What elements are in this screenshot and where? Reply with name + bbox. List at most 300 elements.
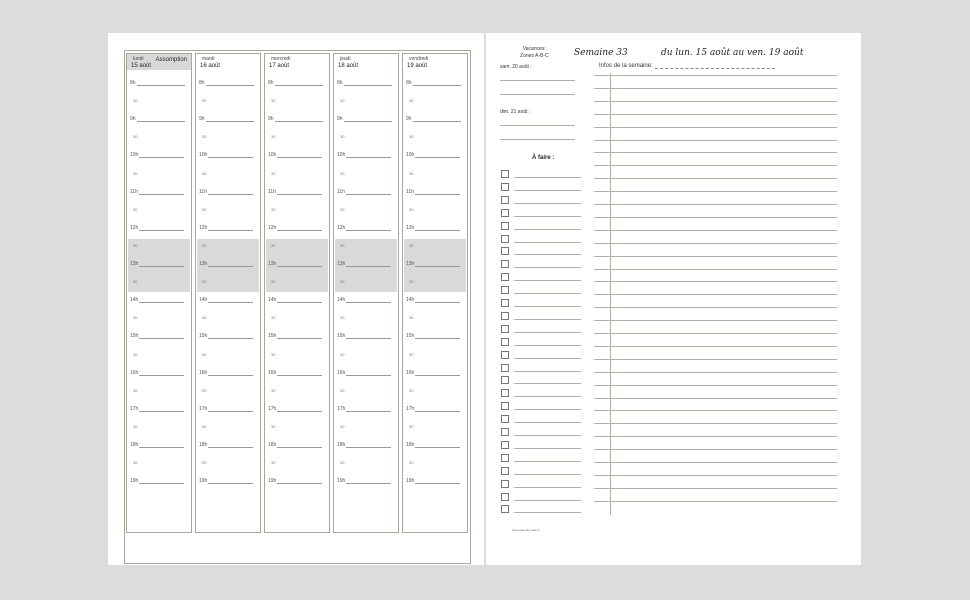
notes-line[interactable]	[594, 359, 837, 360]
notes-line[interactable]	[594, 217, 837, 218]
notes-line[interactable]	[594, 307, 837, 308]
slot-time: 15h	[406, 333, 415, 340]
half-hour-slot[interactable]	[409, 460, 413, 465]
half-hour-slot[interactable]	[133, 98, 137, 103]
half-hour-slot[interactable]	[202, 243, 206, 248]
half-hour-slot[interactable]	[202, 315, 206, 320]
notes-line[interactable]	[594, 269, 837, 270]
slot-time: 14h	[268, 297, 277, 304]
hour-slot[interactable]	[337, 225, 391, 231]
day-date: 15 août	[131, 63, 152, 69]
notes-line[interactable]	[594, 462, 837, 463]
write-line[interactable]	[415, 479, 460, 484]
hour-slot[interactable]	[337, 261, 391, 267]
write-line[interactable]	[346, 407, 391, 412]
write-line[interactable]	[346, 371, 391, 376]
day-column	[333, 53, 399, 533]
hour-slot[interactable]	[268, 297, 322, 303]
todo-checkbox[interactable]	[501, 467, 509, 475]
hour-slot[interactable]	[130, 116, 185, 122]
todo-line[interactable]	[514, 422, 581, 423]
saturday-line[interactable]	[500, 80, 575, 81]
footer-url: www.agenda-malin.fr	[512, 528, 541, 532]
hour-slot[interactable]	[268, 116, 323, 122]
hour-slot[interactable]	[130, 333, 184, 339]
write-line[interactable]	[139, 262, 184, 267]
write-line[interactable]	[139, 226, 184, 231]
write-line[interactable]	[139, 479, 184, 484]
half-hour-slot[interactable]	[409, 315, 413, 320]
notes-line[interactable]	[594, 475, 837, 476]
write-line[interactable]	[277, 298, 322, 303]
hour-slot[interactable]	[406, 80, 461, 86]
half-hour-slot[interactable]	[340, 315, 344, 320]
half-hour-slot[interactable]	[340, 352, 344, 357]
slot-time: 18h	[268, 442, 277, 448]
sunday-line[interactable]	[500, 139, 575, 140]
notes-line[interactable]	[594, 140, 837, 141]
write-line[interactable]	[277, 334, 322, 339]
half-hour-slot[interactable]	[271, 315, 275, 320]
slot-time: 16h	[406, 369, 415, 376]
todo-checkbox[interactable]	[501, 196, 509, 204]
todo-checkbox[interactable]	[501, 325, 509, 333]
notes-line[interactable]	[594, 398, 837, 399]
notes-line[interactable]	[594, 243, 837, 244]
half-hour-slot[interactable]	[133, 279, 137, 284]
hour-slot[interactable]	[130, 442, 184, 448]
half-hour-slot[interactable]	[271, 424, 275, 429]
notes-line[interactable]	[594, 449, 837, 450]
half-hour-slot[interactable]	[202, 279, 206, 284]
write-line[interactable]	[139, 153, 184, 158]
notes-line[interactable]	[594, 385, 837, 386]
half-hour-slot[interactable]	[133, 134, 137, 139]
todo-checkbox[interactable]	[501, 389, 509, 397]
hour-slot[interactable]	[406, 116, 461, 122]
hour-slot[interactable]	[199, 152, 253, 158]
slot-time: 8h	[130, 80, 136, 86]
zones-text: Zones A-B-C	[520, 53, 549, 59]
todo-checkbox[interactable]	[501, 299, 509, 307]
hour-slot[interactable]	[199, 478, 253, 484]
half-hour-slot[interactable]	[271, 388, 275, 393]
notes-line[interactable]	[594, 320, 837, 321]
hour-slot[interactable]	[268, 152, 322, 158]
sunday-line[interactable]	[500, 125, 575, 126]
todo-checkbox[interactable]	[501, 222, 509, 230]
notes-line[interactable]	[594, 88, 837, 89]
slot-time: 16h	[199, 369, 208, 376]
half-hour-slot[interactable]	[340, 460, 344, 465]
hour-slot[interactable]	[268, 261, 322, 267]
hour-slot[interactable]	[406, 478, 460, 484]
half-hour-slot[interactable]	[133, 424, 137, 429]
slot-time: 30	[409, 315, 414, 321]
hour-slot[interactable]	[268, 442, 322, 448]
slot-time: 30	[133, 315, 138, 321]
write-line[interactable]	[277, 153, 322, 158]
todo-checkbox[interactable]	[501, 235, 509, 243]
half-hour-slot[interactable]	[409, 134, 413, 139]
write-line[interactable]	[415, 262, 460, 267]
write-line[interactable]	[346, 298, 391, 303]
hour-slot[interactable]	[199, 442, 253, 448]
todo-checkbox[interactable]	[501, 247, 509, 255]
write-line[interactable]	[208, 443, 253, 448]
half-hour-slot[interactable]	[202, 171, 206, 176]
todo-line[interactable]	[514, 254, 581, 255]
half-hour-slot[interactable]	[340, 424, 344, 429]
write-line[interactable]	[277, 407, 322, 412]
write-line[interactable]	[346, 479, 391, 484]
notes-line[interactable]	[594, 204, 837, 205]
hour-slot[interactable]	[199, 370, 253, 376]
todo-line[interactable]	[514, 435, 581, 436]
notes-line[interactable]	[594, 410, 837, 411]
write-line[interactable]	[275, 117, 323, 122]
half-hour-slot[interactable]	[202, 460, 206, 465]
half-hour-slot[interactable]	[202, 388, 206, 393]
notes-line[interactable]	[594, 114, 837, 115]
saturday-label: sam. 20 août :	[500, 64, 532, 70]
week-range: du lun. 15 août au ven. 19 août	[661, 48, 804, 58]
hour-slot[interactable]	[130, 406, 184, 412]
write-line[interactable]	[206, 81, 254, 86]
write-line[interactable]	[344, 117, 392, 122]
todo-checkbox[interactable]	[501, 441, 509, 449]
write-line[interactable]	[415, 298, 460, 303]
write-line[interactable]	[206, 117, 254, 122]
half-hour-slot[interactable]	[202, 98, 206, 103]
write-line[interactable]	[139, 407, 184, 412]
write-line[interactable]	[346, 334, 391, 339]
write-line[interactable]	[346, 190, 391, 195]
notes-line[interactable]	[594, 101, 837, 102]
hour-slot[interactable]	[406, 370, 460, 376]
todo-checkbox[interactable]	[501, 402, 509, 410]
slot-time: 30	[133, 351, 138, 357]
half-hour-slot[interactable]	[409, 424, 413, 429]
hour-slot[interactable]	[268, 225, 322, 231]
half-hour-slot[interactable]	[133, 243, 137, 248]
todo-checkbox[interactable]	[501, 286, 509, 294]
todo-checkbox[interactable]	[501, 209, 509, 217]
hour-slot[interactable]	[199, 406, 253, 412]
notes-line[interactable]	[594, 281, 837, 282]
half-hour-slot[interactable]	[133, 171, 137, 176]
hour-slot[interactable]	[199, 116, 254, 122]
todo-checkbox[interactable]	[501, 376, 509, 384]
todo-checkbox[interactable]	[501, 454, 509, 462]
write-line[interactable]	[139, 190, 184, 195]
todo-checkbox[interactable]	[501, 493, 509, 501]
write-line[interactable]	[277, 226, 322, 231]
write-line[interactable]	[137, 117, 185, 122]
write-line[interactable]	[277, 262, 322, 267]
half-hour-slot[interactable]	[271, 352, 275, 357]
todo-line[interactable]	[514, 448, 581, 449]
hour-slot[interactable]	[199, 80, 254, 86]
notes-line[interactable]	[594, 75, 837, 76]
write-line[interactable]	[413, 81, 461, 86]
todo-line[interactable]	[514, 345, 581, 346]
half-hour-slot[interactable]	[340, 134, 344, 139]
notes-line[interactable]	[594, 488, 837, 489]
hour-slot[interactable]	[268, 406, 322, 412]
todo-checkbox[interactable]	[501, 312, 509, 320]
half-hour-slot[interactable]	[271, 279, 275, 284]
write-line[interactable]	[277, 190, 322, 195]
todo-title: À faire :	[532, 155, 555, 161]
half-hour-slot[interactable]	[409, 279, 413, 284]
slot-time: 30	[409, 460, 414, 466]
half-hour-slot[interactable]	[271, 243, 275, 248]
notes-line[interactable]	[594, 165, 837, 166]
hour-slot[interactable]	[337, 189, 391, 195]
half-hour-slot[interactable]	[340, 171, 344, 176]
hour-slot[interactable]	[406, 261, 460, 267]
half-hour-slot[interactable]	[340, 243, 344, 248]
hour-slot[interactable]	[406, 152, 460, 158]
slot-time: 12h	[337, 224, 346, 231]
hour-slot[interactable]	[268, 478, 322, 484]
todo-line[interactable]	[514, 216, 581, 217]
todo-line[interactable]	[514, 267, 581, 268]
todo-line[interactable]	[514, 461, 581, 462]
write-line[interactable]	[139, 334, 184, 339]
hour-slot[interactable]	[268, 370, 322, 376]
todo-checkbox[interactable]	[501, 364, 509, 372]
hour-slot[interactable]	[337, 442, 391, 448]
day-name: jeudi	[340, 56, 351, 62]
saturday-line[interactable]	[500, 94, 575, 95]
week-title: Semaine 33	[574, 48, 628, 58]
todo-checkbox[interactable]	[501, 351, 509, 359]
slot-time: 19h	[199, 478, 208, 485]
half-hour-slot[interactable]	[202, 352, 206, 357]
todo-checkbox[interactable]	[501, 273, 509, 281]
todo-checkbox[interactable]	[501, 505, 509, 513]
todo-line[interactable]	[514, 319, 581, 320]
notes-line[interactable]	[594, 372, 837, 373]
write-line[interactable]	[139, 371, 184, 376]
write-line[interactable]	[208, 190, 253, 195]
write-line[interactable]	[346, 153, 391, 158]
todo-line[interactable]	[514, 293, 581, 294]
hour-slot[interactable]	[130, 225, 184, 231]
half-hour-slot[interactable]	[340, 279, 344, 284]
hour-slot[interactable]	[406, 297, 460, 303]
notes-line[interactable]	[594, 333, 837, 334]
write-line[interactable]	[277, 479, 322, 484]
notes-line[interactable]	[594, 178, 837, 179]
hour-slot[interactable]	[199, 333, 253, 339]
notes-line[interactable]	[594, 294, 837, 295]
todo-checkbox[interactable]	[501, 338, 509, 346]
hour-slot[interactable]	[199, 225, 253, 231]
hour-slot[interactable]	[130, 370, 184, 376]
slot-time: 30	[340, 170, 345, 176]
hour-slot[interactable]	[130, 261, 184, 267]
hour-slot[interactable]	[406, 189, 460, 195]
hour-slot[interactable]	[130, 478, 184, 484]
todo-line[interactable]	[514, 512, 581, 513]
todo-line[interactable]	[514, 190, 581, 191]
hour-slot[interactable]	[199, 261, 253, 267]
todo-checkbox[interactable]	[501, 260, 509, 268]
half-hour-slot[interactable]	[271, 207, 275, 212]
half-hour-slot[interactable]	[340, 98, 344, 103]
write-line[interactable]	[415, 443, 460, 448]
half-hour-slot[interactable]	[409, 207, 413, 212]
hour-slot[interactable]	[268, 189, 322, 195]
todo-checkbox[interactable]	[501, 170, 509, 178]
half-hour-slot[interactable]	[133, 315, 137, 320]
write-line[interactable]	[208, 298, 253, 303]
hour-slot[interactable]	[199, 189, 253, 195]
half-hour-slot[interactable]	[340, 388, 344, 393]
notes-line[interactable]	[594, 256, 837, 257]
notes-line[interactable]	[594, 346, 837, 347]
half-hour-slot[interactable]	[133, 460, 137, 465]
half-hour-slot[interactable]	[133, 388, 137, 393]
slot-time: 11h	[130, 188, 138, 195]
hour-slot[interactable]	[337, 333, 391, 339]
slot-time: 30	[409, 279, 414, 285]
write-line[interactable]	[415, 407, 460, 412]
todo-checkbox[interactable]	[501, 415, 509, 423]
slot-time: 19h	[268, 478, 277, 485]
todo-line[interactable]	[514, 203, 581, 204]
write-line[interactable]	[208, 262, 253, 267]
notes-line[interactable]	[594, 501, 837, 502]
write-line[interactable]	[275, 81, 323, 86]
hour-slot[interactable]	[199, 297, 253, 303]
write-line[interactable]	[415, 334, 460, 339]
todo-checkbox[interactable]	[501, 183, 509, 191]
half-hour-slot[interactable]	[202, 424, 206, 429]
slot-time: 19h	[130, 478, 139, 485]
write-line[interactable]	[346, 262, 391, 267]
half-hour-slot[interactable]	[202, 207, 206, 212]
hour-slot[interactable]	[406, 406, 460, 412]
write-line[interactable]	[139, 443, 184, 448]
write-line[interactable]	[415, 153, 460, 158]
hour-slot[interactable]	[130, 80, 185, 86]
half-hour-slot[interactable]	[271, 134, 275, 139]
slot-time: 30	[202, 460, 207, 466]
todo-line[interactable]	[514, 500, 581, 501]
notes-line[interactable]	[594, 436, 837, 437]
write-line[interactable]	[137, 81, 185, 86]
half-hour-slot[interactable]	[409, 352, 413, 357]
half-hour-slot[interactable]	[271, 98, 275, 103]
slot-time: 9h	[268, 116, 274, 123]
half-hour-slot[interactable]	[409, 243, 413, 248]
hour-slot[interactable]	[406, 333, 460, 339]
todo-line[interactable]	[514, 280, 581, 281]
todo-line[interactable]	[514, 358, 581, 359]
write-line[interactable]	[208, 371, 253, 376]
write-line[interactable]	[346, 226, 391, 231]
todo-line[interactable]	[514, 371, 581, 372]
half-hour-slot[interactable]	[133, 352, 137, 357]
slot-time: 13h	[268, 261, 277, 267]
todo-line[interactable]	[514, 474, 581, 475]
hour-slot[interactable]	[130, 152, 184, 158]
half-hour-slot[interactable]	[409, 171, 413, 176]
notes-line[interactable]	[594, 423, 837, 424]
hour-slot[interactable]	[130, 297, 184, 303]
hour-slot[interactable]	[337, 478, 391, 484]
hour-slot[interactable]	[337, 116, 392, 122]
half-hour-slot[interactable]	[202, 134, 206, 139]
hour-slot[interactable]	[337, 80, 392, 86]
half-hour-slot[interactable]	[340, 207, 344, 212]
notes-line[interactable]	[594, 152, 837, 153]
todo-line[interactable]	[514, 229, 581, 230]
todo-line[interactable]	[514, 177, 581, 178]
slot-time: 30	[409, 423, 414, 429]
write-line[interactable]	[415, 371, 460, 376]
half-hour-slot[interactable]	[271, 171, 275, 176]
todo-checkbox[interactable]	[501, 480, 509, 488]
write-line[interactable]	[413, 117, 461, 122]
notes-line[interactable]	[594, 127, 837, 128]
write-line[interactable]	[208, 334, 253, 339]
write-line[interactable]	[208, 153, 253, 158]
write-line[interactable]	[415, 226, 460, 231]
slot-time: 30	[271, 134, 276, 140]
todo-line[interactable]	[514, 242, 581, 243]
todo-line[interactable]	[514, 396, 581, 397]
half-hour-slot[interactable]	[409, 98, 413, 103]
notes-line[interactable]	[594, 230, 837, 231]
todo-checkbox[interactable]	[501, 428, 509, 436]
write-line[interactable]	[346, 443, 391, 448]
hour-slot[interactable]	[337, 152, 391, 158]
hour-slot[interactable]	[130, 189, 184, 195]
todo-line[interactable]	[514, 487, 581, 488]
hour-slot[interactable]	[406, 225, 460, 231]
hour-slot[interactable]	[337, 370, 391, 376]
notes-line[interactable]	[594, 191, 837, 192]
write-line[interactable]	[208, 226, 253, 231]
hour-slot[interactable]	[268, 333, 322, 339]
write-line[interactable]	[208, 407, 253, 412]
half-hour-slot[interactable]	[271, 460, 275, 465]
write-line[interactable]	[277, 371, 322, 376]
half-hour-slot[interactable]	[409, 388, 413, 393]
hour-slot[interactable]	[268, 80, 323, 86]
slot-time: 9h	[130, 116, 136, 123]
hour-slot[interactable]	[337, 297, 391, 303]
half-hour-slot[interactable]	[133, 207, 137, 212]
hour-slot[interactable]	[337, 406, 391, 412]
slot-time: 30	[133, 242, 138, 248]
todo-line[interactable]	[514, 306, 581, 307]
todo-line[interactable]	[514, 409, 581, 410]
write-line[interactable]	[344, 81, 392, 86]
hour-slot[interactable]	[406, 442, 460, 448]
write-line[interactable]	[277, 443, 322, 448]
todo-line[interactable]	[514, 332, 581, 333]
write-line[interactable]	[208, 479, 253, 484]
todo-line[interactable]	[514, 383, 581, 384]
write-line[interactable]	[415, 190, 460, 195]
write-line[interactable]	[139, 298, 184, 303]
